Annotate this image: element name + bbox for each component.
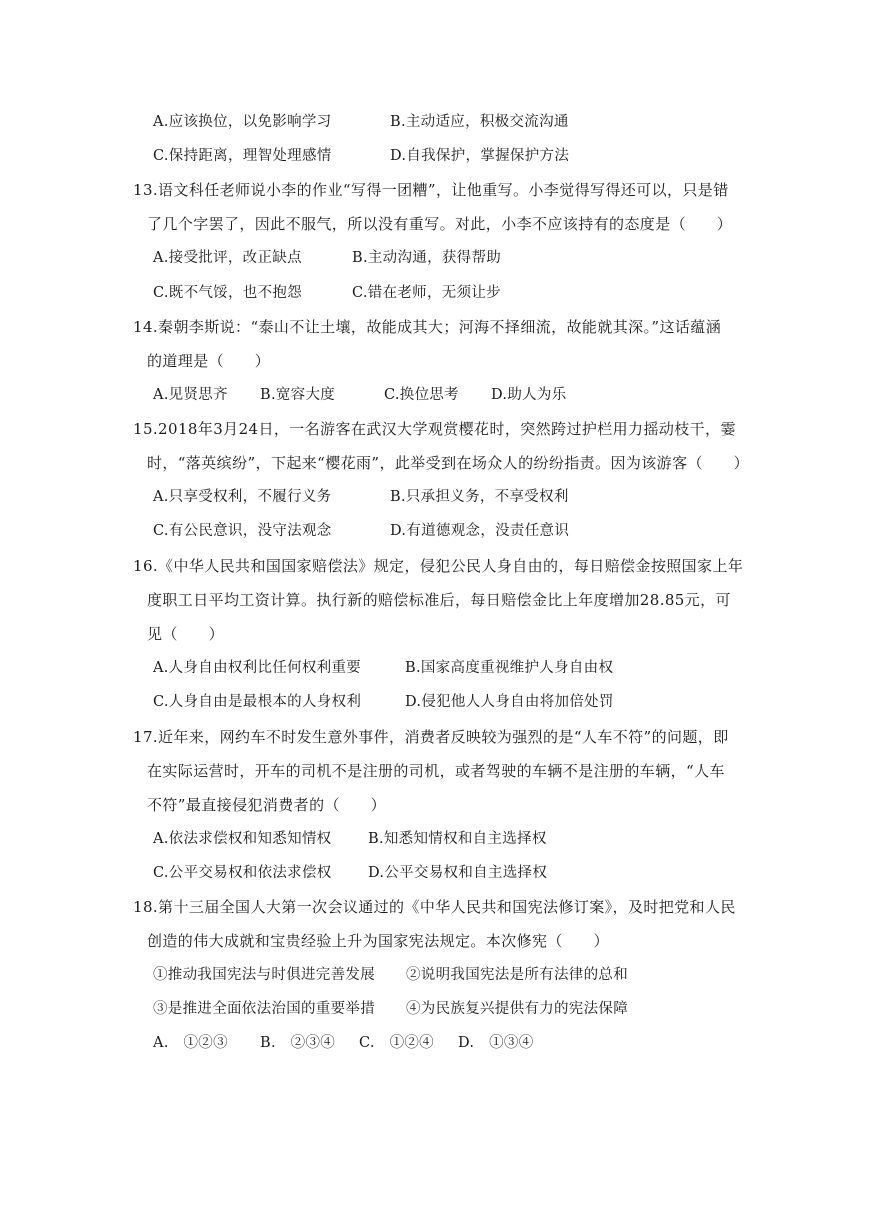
q15-stem-line1: 15.2018年3月24日，一名游客在武汉大学观赏樱花时，突然跨过护栏用力摇动枝干，霎 bbox=[133, 420, 736, 438]
q16-stem-line3: 见（ ） bbox=[147, 625, 225, 643]
q14-option-a: A.见贤思齐 bbox=[153, 387, 228, 403]
q15-option-a: A.只享受权利，不履行义务 bbox=[153, 489, 332, 505]
q16-option-a: A.人身自由权利比任何权利重要 bbox=[153, 660, 362, 676]
q12-option-a: A.应该换位，以免影响学习 bbox=[153, 114, 332, 130]
q18-statement-4: ④为民族复兴提供有力的宪法保障 bbox=[406, 1001, 628, 1017]
q15-option-b: B.只承担义务，不享受权利 bbox=[390, 489, 569, 505]
q14-stem-line2: 的道理是（ ） bbox=[147, 352, 271, 370]
q12-option-c: C.保持距离，理智处理感情 bbox=[153, 148, 332, 164]
q16-option-c: C.人身自由是最根本的人身权利 bbox=[153, 694, 362, 710]
q18-stem-line2: 创造的伟大成就和宝贵经验上升为国家宪法规定。本次修宪（ ） bbox=[147, 932, 610, 950]
q18-option-d: D. ①③④ bbox=[458, 1035, 534, 1051]
q17-stem-line3: 不符”最直接侵犯消费者的（ ） bbox=[147, 796, 387, 814]
q16-option-d: D.侵犯他人人身自由将加倍处罚 bbox=[405, 694, 614, 710]
q14-stem-line1: 14.秦朝李斯说：“泰山不让土壤，故能成其大；河海不择细流，故能就其深。”这话蕴涵 bbox=[133, 318, 722, 336]
q18-option-c: C. ①②④ bbox=[359, 1035, 434, 1051]
q14-option-c: C.换位思考 bbox=[384, 387, 459, 403]
q18-option-b: B. ②③④ bbox=[260, 1035, 336, 1051]
q18-statement-3: ③是推进全面依法治国的重要举措 bbox=[153, 1001, 375, 1017]
q13-stem-line2: 了几个字罢了，因此不服气，所以没有重写。对此，小李不应该持有的态度是（ ） bbox=[147, 215, 733, 233]
q14-option-b: B.宽容大度 bbox=[260, 387, 336, 403]
q16-option-b: B.国家高度重视维护人身自由权 bbox=[405, 660, 614, 676]
q12-option-b: B.主动适应，积极交流沟通 bbox=[390, 114, 569, 130]
q15-option-c: C.有公民意识，没守法观念 bbox=[153, 523, 332, 539]
q18-statement-1: ①推动我国宪法与时俱进完善发展 bbox=[153, 967, 375, 983]
q13-option-b: B.主动沟通，获得帮助 bbox=[352, 250, 502, 266]
q16-stem-line1: 16.《中华人民共和国国家赔偿法》规定，侵犯公民人身自由的，每日赔偿金按照国家上年 bbox=[133, 557, 744, 575]
q18-stem-line1: 18.第十三届全国人大第一次会议通过的《中华人民共和国宪法修订案》，及时把党和人民 bbox=[133, 898, 736, 916]
q17-option-b: B.知悉知情权和自主选择权 bbox=[368, 831, 547, 847]
q17-stem-line1: 17.近年来，网约车不时发生意外事件，消费者反映较为强烈的是“人车不符”的问题，即 bbox=[133, 728, 729, 746]
q12-option-d: D.自我保护，掌握保护方法 bbox=[390, 148, 570, 164]
q14-option-d: D.助人为乐 bbox=[491, 387, 567, 403]
q13-stem-line1: 13.语文科任老师说小李的作业“写得一团糟”，让他重写。小李觉得写得还可以，只是错 bbox=[133, 181, 729, 199]
q18-statement-2: ②说明我国宪法是所有法律的总和 bbox=[406, 967, 628, 983]
q13-option-a: A.接受批评，改正缺点 bbox=[153, 250, 302, 266]
q17-option-d: D.公平交易权和自主选择权 bbox=[368, 865, 548, 881]
q15-option-d: D.有道德观念，没责任意识 bbox=[390, 523, 570, 539]
q15-stem-line2: 时，“落英缤纷”，下起来“樱花雨”，此举受到在场众人的纷纷指责。因为该游客（ ） bbox=[147, 454, 750, 472]
q13-option-c: C.既不气馁，也不抱怨 bbox=[153, 285, 302, 301]
q17-option-a: A.依法求偿权和知悉知情权 bbox=[153, 831, 332, 847]
q16-stem-line2: 度职工日平均工资计算。执行新的赔偿标准后，每日赔偿金比上年度增加28.85元，可 bbox=[147, 591, 731, 609]
q18-option-a: A. ①②③ bbox=[153, 1035, 228, 1051]
q17-stem-line2: 在实际运营时，开车的司机不是注册的司机，或者驾驶的车辆不是注册的车辆，“人车 bbox=[147, 762, 725, 780]
q17-option-c: C.公平交易权和依法求偿权 bbox=[153, 865, 332, 881]
q13-option-d: C.错在老师，无须让步 bbox=[352, 285, 501, 301]
